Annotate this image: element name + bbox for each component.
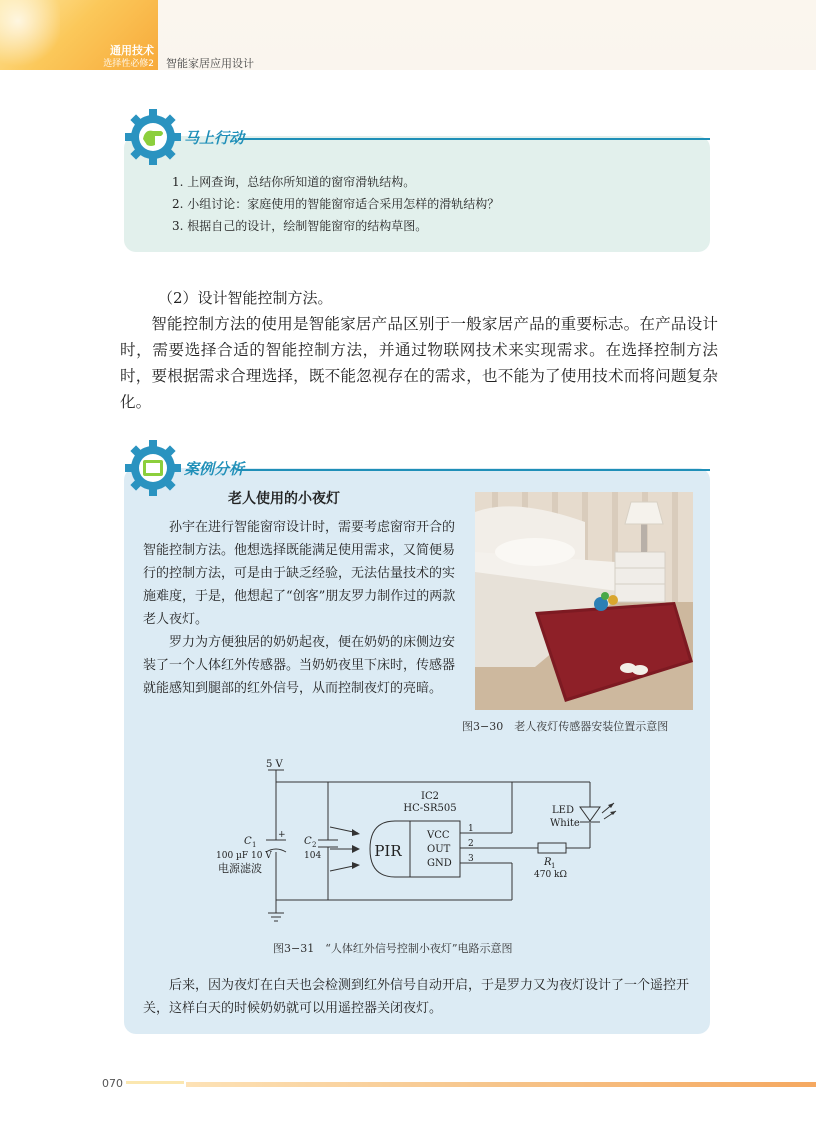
book-title: 通用技术 bbox=[110, 44, 154, 57]
footer-bar bbox=[186, 1082, 816, 1087]
gear-magnifier-icon bbox=[121, 436, 185, 500]
pin-1: 1 bbox=[468, 824, 474, 834]
book-subtitle: 选择性必修2 bbox=[103, 59, 154, 69]
body-paragraph: 智能控制方法的使用是智能家居产品区别于一般家居产品的重要标志。在产品设计时，需要选择合适的智能控制方法，并通过物联网技术来实现需求。在选择控制方法时，要根据需求合理选择，既不能忽视存在的需求，也不能为了使用技术而将问题复杂化。 bbox=[120, 315, 718, 411]
r1-label: R bbox=[544, 857, 552, 868]
pin-3: 3 bbox=[468, 854, 474, 864]
c1-desc: 电源滤波 bbox=[218, 862, 262, 875]
led-label: LED bbox=[552, 805, 574, 816]
c1-label: C bbox=[244, 836, 252, 847]
action-item: 2. 小组讨论：家庭使用的智能窗帘适合采用怎样的滑轨结构？ bbox=[172, 197, 500, 211]
pin-vcc: VCC bbox=[427, 830, 450, 841]
r1-sub: 1 bbox=[551, 862, 556, 870]
case-paragraph-1: 孙宇在进行智能窗帘设计时，需要考虑窗帘开合的智能控制方法。他想选择既能满足使用需求，又简便易行的控制方法，可是由于缺乏经验，无法估量技术的实施难度，于是，他想起了“创客”朋友罗力制作过的两款老人夜灯。 bbox=[143, 520, 456, 627]
action-item: 1. 上网查询，总结你所知道的窗帘滑轨结构。 bbox=[172, 175, 416, 189]
pin-gnd: GND bbox=[427, 858, 452, 869]
case-title-rule bbox=[238, 469, 710, 471]
case-paragraph-2: 罗力为方便独居的奶奶起夜，便在奶奶的床侧边安装了一个人体红外传感器。当奶奶夜里下床时，传感器就能感知到腿部的红外信号，从而控制夜灯的亮暗。 bbox=[143, 635, 456, 696]
led-color: White bbox=[550, 818, 580, 829]
action-item: 3. 根据自己的设计，绘制智能窗帘的结构草图。 bbox=[172, 219, 428, 233]
pin-2: 2 bbox=[468, 839, 474, 849]
bedroom-photo bbox=[475, 492, 693, 710]
case-label: 案例分析 bbox=[184, 460, 245, 478]
ic-name: IC2 bbox=[421, 791, 439, 802]
c1-value: 100 µF 10 V bbox=[216, 851, 272, 861]
c1-sub: 1 bbox=[252, 841, 257, 849]
header-tab-highlight bbox=[0, 0, 60, 70]
action-title-rule bbox=[238, 138, 710, 140]
action-title: 马上行动 bbox=[184, 129, 245, 147]
gear-hand-icon bbox=[121, 105, 185, 169]
c2-label: C bbox=[304, 836, 312, 847]
c1-plus: + bbox=[278, 830, 286, 840]
r1-value: 470 kΩ bbox=[534, 870, 567, 880]
case-final-paragraph: 后来，因为夜灯在白天也会检测到红外信号自动开启，于是罗力又为夜灯设计了一个遥控开关，这样白天的时候奶奶就可以用遥控器关闭夜灯。 bbox=[143, 978, 690, 1016]
section-subheading: （2）设计智能控制方法。 bbox=[158, 289, 333, 307]
circuit-caption: 图3−31 “人体红外信号控制小夜灯”电路示意图 bbox=[273, 942, 513, 955]
case-text bbox=[143, 516, 461, 700]
circuit-diagram bbox=[200, 755, 630, 930]
action-list bbox=[172, 171, 499, 237]
case-title: 老人使用的小夜灯 bbox=[228, 491, 340, 507]
supply-label: 5 V bbox=[266, 759, 283, 770]
ic-model: HC-SR505 bbox=[403, 803, 457, 814]
c2-value: 104 bbox=[304, 851, 322, 861]
pin-out: OUT bbox=[427, 844, 451, 855]
photo-caption: 图3−30 老人夜灯传感器安装位置示意图 bbox=[462, 720, 669, 733]
c2-sub: 2 bbox=[312, 841, 317, 849]
chapter-title: 智能家居应用设计 bbox=[166, 57, 254, 70]
footer-accent bbox=[126, 1081, 184, 1084]
page-number: 070 bbox=[102, 1077, 123, 1090]
pir-label: PIR bbox=[374, 842, 402, 860]
